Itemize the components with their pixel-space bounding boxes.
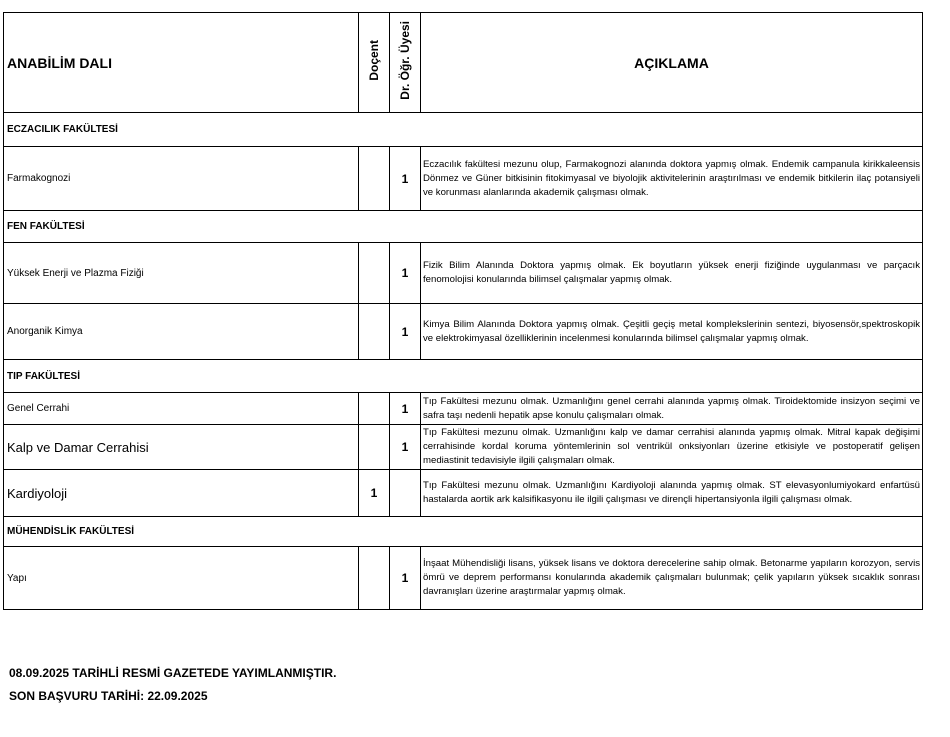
docent-count (359, 147, 390, 211)
department-name: Kardiyoloji (4, 470, 359, 517)
dr-ogr-uyesi-count: 1 (390, 393, 421, 425)
description: Eczacılık fakültesi mezunu olup, Farmakognozi alanında doktora yapmış olmak. Endemik campanula kirikkaleensis Dönmez ve Güner bitkisinin fitokimyasal ve biyolojik aktivitelerinin araştırılması ve endemik bitkilerin ilaç potansiyeli ve korunması alanlarında akademik çalışması olmak. (421, 147, 923, 211)
table-row (4, 393, 923, 425)
description: Kimya Bilim Alanında Doktora yapmış olmak. Çeşitli geçiş metal komplekslerinin sentezi, biyosensör,spektroskopik ve elektrokimyasal özelliklerinin incelenmesi konularında bilimsel çalışmalar yapmış olmak. (421, 304, 923, 360)
header-dr-ogr-uyesi-label: Dr. Öğr. Üyesi (398, 20, 412, 100)
table-row (4, 304, 923, 360)
dr-ogr-uyesi-count (390, 470, 421, 517)
positions-table (3, 12, 923, 610)
docent-count (359, 547, 390, 610)
docent-count (359, 425, 390, 470)
faculty-row-tip (4, 360, 923, 393)
description: Tıp Fakültesi mezunu olmak. Uzmanlığını Kardiyoloji alanında yapmış olmak. ST elevasyonlumiyokard enfartüsü hastalarda aortik ark kalsifikasyonu ile ilgili çalışması ve dirençli hipertansiyonla ilgili çalışması olmak. (421, 470, 923, 517)
description: Tıp Fakültesi mezunu olmak. Uzmanlığını kalp ve damar cerrahisi alanında yapmış olmak. Mitral kapak değişimi cerrahisinde kordal koruma yöntemlerinin sol ventrikül onksiyonları üzerine etkisiyle ve postoperatif gelişen mediastinit tedavisiyle ilgili çalışmaları olmak. (421, 425, 923, 470)
faculty-name: FEN FAKÜLTESİ (4, 211, 923, 243)
table-row (4, 243, 923, 304)
table-row (4, 470, 923, 517)
department-name: Yüksek Enerji ve Plazma Fiziği (4, 243, 359, 304)
department-name: Kalp ve Damar Cerrahisi (4, 425, 359, 470)
docent-count (359, 393, 390, 425)
header-anabilim-dali: ANABİLİM DALI (4, 13, 359, 113)
dr-ogr-uyesi-count: 1 (390, 547, 421, 610)
faculty-name: ECZACILIK FAKÜLTESİ (4, 113, 923, 147)
faculty-row-eczacilik (4, 113, 923, 147)
department-name: Anorganik Kimya (4, 304, 359, 360)
docent-count (359, 304, 390, 360)
faculty-row-fen (4, 211, 923, 243)
table-row (4, 547, 923, 610)
table-row (4, 147, 923, 211)
department-name: Yapı (4, 547, 359, 610)
description: İnşaat Mühendisliği lisans, yüksek lisans ve doktora derecelerine sahip olmak. Betonarme yapıların korozyon, servis ömrü ve deprem performansı konularında akademik çalışmaları bulunmak; çelik yapıların yüksek sıcaklık sonrası davranışları üzerine araştırmalar yapmış olmak. (421, 547, 923, 610)
description: Fizik Bilim Alanında Doktora yapmış olmak. Ek boyutların yüksek enerji fiziğinde uygulanması ve parçacık fenomolojisi konularında bilimsel çalışmalar yapmış olmak. (421, 243, 923, 304)
header-docent (359, 13, 390, 113)
publication-note: 08.09.2025 TARİHLİ RESMİ GAZETEDE YAYIMLANMIŞTIR. (9, 666, 337, 680)
table-row (4, 425, 923, 470)
dr-ogr-uyesi-count: 1 (390, 147, 421, 211)
department-name: Farmakognozi (4, 147, 359, 211)
dr-ogr-uyesi-count: 1 (390, 304, 421, 360)
docent-count: 1 (359, 470, 390, 517)
header-docent-label: Doçent (367, 39, 381, 81)
dr-ogr-uyesi-count: 1 (390, 243, 421, 304)
docent-count (359, 243, 390, 304)
faculty-name: TIP FAKÜLTESİ (4, 360, 923, 393)
header-dr-ogr-uyesi (390, 13, 421, 113)
faculty-row-muhendislik (4, 517, 923, 547)
faculty-name: MÜHENDİSLİK FAKÜLTESİ (4, 517, 923, 547)
description: Tıp Fakültesi mezunu olmak. Uzmanlığını genel cerrahi alanında yapmış olmak. Tiroidektomide insizyon seçimi ve safra taşı nedenli hepatik apse konulu çalışmaları olmak. (421, 393, 923, 425)
header-aciklama: AÇIKLAMA (421, 13, 923, 113)
dr-ogr-uyesi-count: 1 (390, 425, 421, 470)
department-name: Genel Cerrahi (4, 393, 359, 425)
table-header-row (4, 13, 923, 113)
application-deadline: SON BAŞVURU TARİHİ: 22.09.2025 (9, 689, 208, 703)
